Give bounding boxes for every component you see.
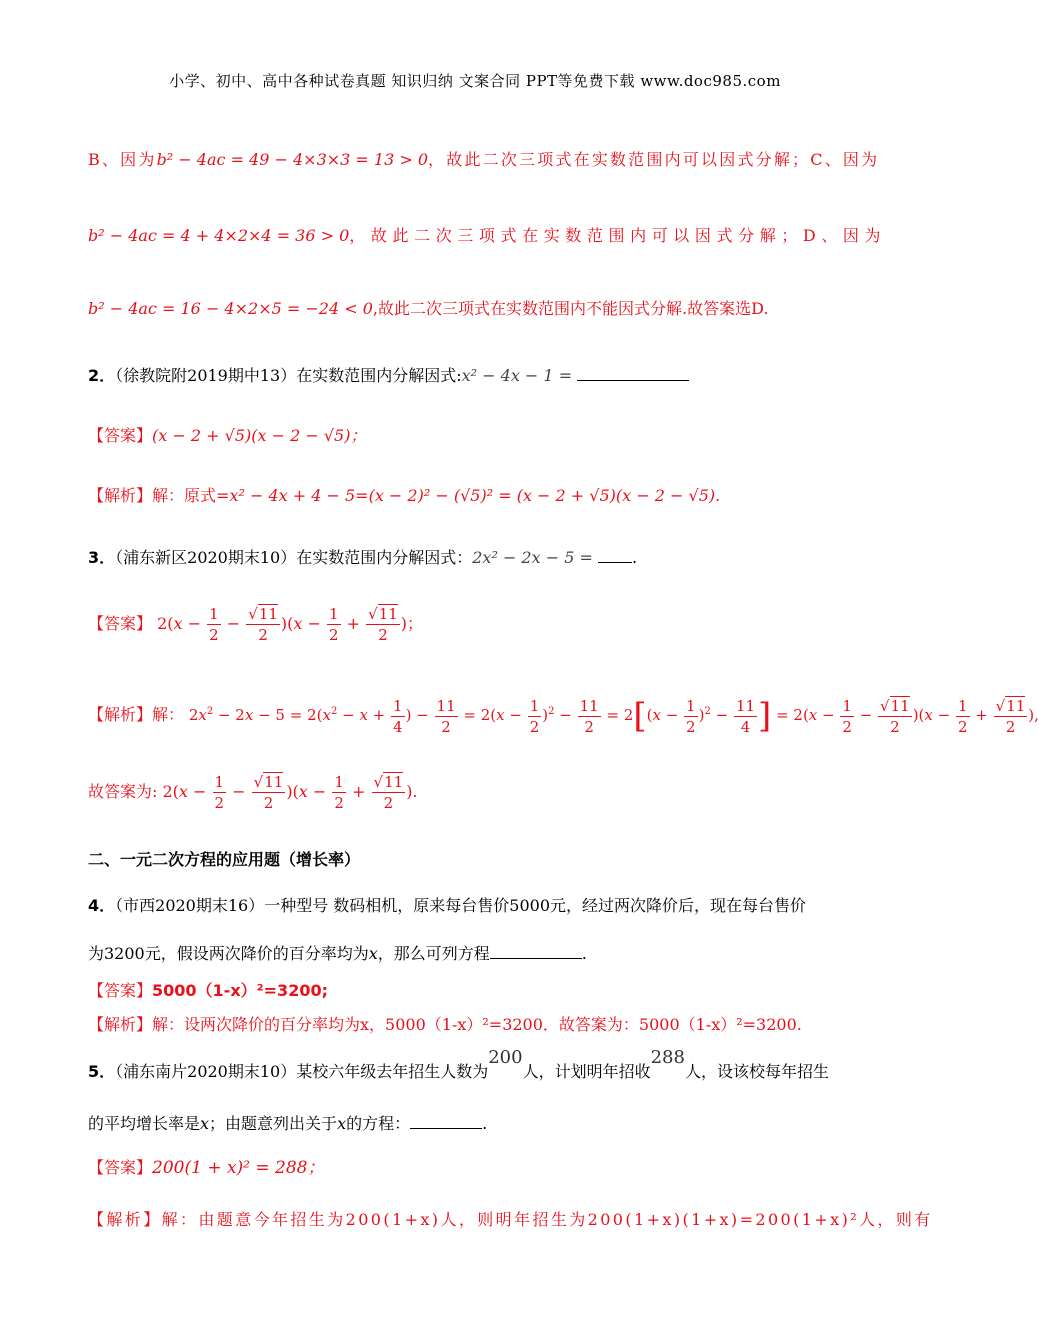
analysis-text: 解：设两次降价的百分率均为x，5000（1-x）²=3200．故答案为：5000（1-x）²=3200. [152, 1015, 802, 1034]
q3-analysis [88, 686, 1039, 742]
question-text: （浦东南片2020期末10）某校六年级去年招生人数为 [115, 1062, 489, 1081]
question-number: 4． [88, 896, 116, 915]
question-text: 为3200元，假设两次降价的百分率均为 [88, 944, 369, 963]
question-source: （徐教院附2019期中13）在实数范围内分解因式: [115, 366, 462, 385]
question-text: 人，设该校每年招生 [684, 1062, 829, 1081]
text: B、因为 [88, 150, 157, 169]
text: 故答案为: [88, 782, 158, 801]
question-text: 的平均增长率是 [88, 1114, 201, 1133]
q5-analysis [88, 1208, 933, 1232]
variable: x [200, 1114, 210, 1133]
analysis-text: 解：由题意今年招生为200(1+x)人，则明年招生为200(1+x)(1+x)=200(1+x)²人，则有 [161, 1210, 933, 1229]
text: . [631, 548, 638, 567]
text: ，故此二次三项式在实数范围内可以因式分解；C、因为 [428, 150, 880, 169]
section-title: 二、一元二次方程的应用题（增长率） [88, 850, 361, 869]
q2-answer [88, 424, 864, 448]
question-text: （市西2020期末16）一种型号 数码相机，原来每台售价5000元，经过两次降价后，现在每台售价 [115, 896, 807, 915]
text: . [581, 944, 587, 963]
variable: x [368, 944, 378, 963]
question-text: ，那么可列方程 [377, 944, 490, 963]
question-5-line-2 [88, 1112, 864, 1136]
question-text: ；由题意列出关于 [209, 1114, 338, 1133]
formula: =(x − 2)² − (√5)² = (x − 2 + √5)(x − 2 − √5). [355, 486, 721, 505]
formula: b² − 4ac = 49 − 4×3×3 = 13 > 0 [156, 150, 429, 169]
formula: x² − 4x − 1 = [461, 366, 573, 385]
answer-tag: 【答案】 [88, 981, 153, 1000]
answer-blank[interactable] [577, 364, 689, 381]
question-source: （浦东新区2020期末10）在实数范围内分解因式： [115, 548, 473, 567]
question-3 [88, 546, 864, 570]
continuation-line-1 [88, 148, 880, 172]
question-text: 人，计划明年招收 [522, 1062, 651, 1081]
q5-answer [88, 1156, 864, 1180]
analysis-tag: 【解析】 [88, 705, 153, 724]
q4-analysis [88, 1013, 864, 1037]
question-number: 3． [88, 548, 116, 567]
continuation-line-2 [88, 224, 887, 248]
formula: 2(x − $\frac{1}{2}$ − $\frac{√11}{2}$ )(x − $\frac{1}{2}$ + $\frac{√11}{2}$ ). [162, 773, 418, 812]
question-2 [88, 364, 864, 388]
variable: x [337, 1114, 347, 1133]
text: ,故此二次三项式在实数范围内不能因式分解.故答案选D. [372, 299, 769, 318]
answer-tag: 【答案】 [88, 614, 153, 633]
formula: b² − 4ac = 4 + 4×2×4 = 36 > 0 [88, 226, 350, 245]
formula: 2(x − $\frac{1}{2}$ − $\frac{√11}{2}$ )(x − $\frac{1}{2}$ + $\frac{√11}{2}$ )； [157, 605, 424, 644]
text: 解：原式= [152, 486, 230, 505]
formula: x² − 4x + 4 − 5 [229, 486, 356, 505]
question-number: 2． [88, 366, 116, 385]
question-5-line-1 [88, 1047, 864, 1084]
number-200: 200 [488, 1047, 523, 1068]
q4-answer [88, 979, 864, 1003]
formula: b² − 4ac = 16 − 4×2×5 = −24 < 0 [88, 299, 373, 318]
formula: 2x² − 2x − 5 = [472, 548, 593, 567]
q2-analysis [88, 484, 864, 508]
text: ，故此二次三项式在实数范围内可以因式分解；D、因为 [349, 226, 887, 245]
text: 解： [152, 705, 185, 724]
text: . [482, 1114, 488, 1133]
question-number: 5． [88, 1062, 116, 1081]
answer-tag: 【答案】 [88, 426, 153, 445]
q3-answer [88, 600, 864, 648]
answer-text: 5000（1-x）²=3200; [152, 981, 328, 1000]
answer-tag: 【答案】 [88, 1158, 153, 1177]
formula: $2x^2 - 2x - 5 = 2(x^2 - x$ + $\frac{1}{4}$ ) − $\frac{11}{2}$ = 2(x − $\frac{1}{2}$ )$^2$ − $\frac{11}{2}$ = 2[(x − $\frac{1}{2}$ )$^2$ − $\frac{11}{4}$ ] = 2(x − $\frac{1}{2}$ − $\frac{√11}{2}$ )(x − $\frac{1}{2}$ + $\frac{√11}{2}$ ), [188, 696, 1039, 736]
question-4-line-2 [88, 942, 864, 966]
answer-blank[interactable] [410, 1112, 482, 1129]
page-header: 小学、初中、高中各种试卷真题 知识归纳 文案合同 PPT等免费下载 www.doc985.com [169, 72, 781, 90]
analysis-tag: 【解析】 [88, 1210, 162, 1229]
analysis-tag: 【解析】 [88, 1015, 153, 1034]
answer-blank[interactable] [490, 942, 582, 959]
answer-blank[interactable] [598, 546, 632, 563]
q3-conclusion [88, 768, 864, 816]
formula: 200(1 + x)² = 288； [152, 1158, 325, 1178]
question-4-line-1 [88, 894, 864, 918]
number-288: 288 [650, 1047, 685, 1068]
question-text: 的方程： [346, 1114, 411, 1133]
continuation-line-3 [88, 297, 864, 321]
analysis-tag: 【解析】 [88, 486, 153, 505]
formula: (x − 2 + √5)(x − 2 − √5)； [152, 426, 367, 445]
